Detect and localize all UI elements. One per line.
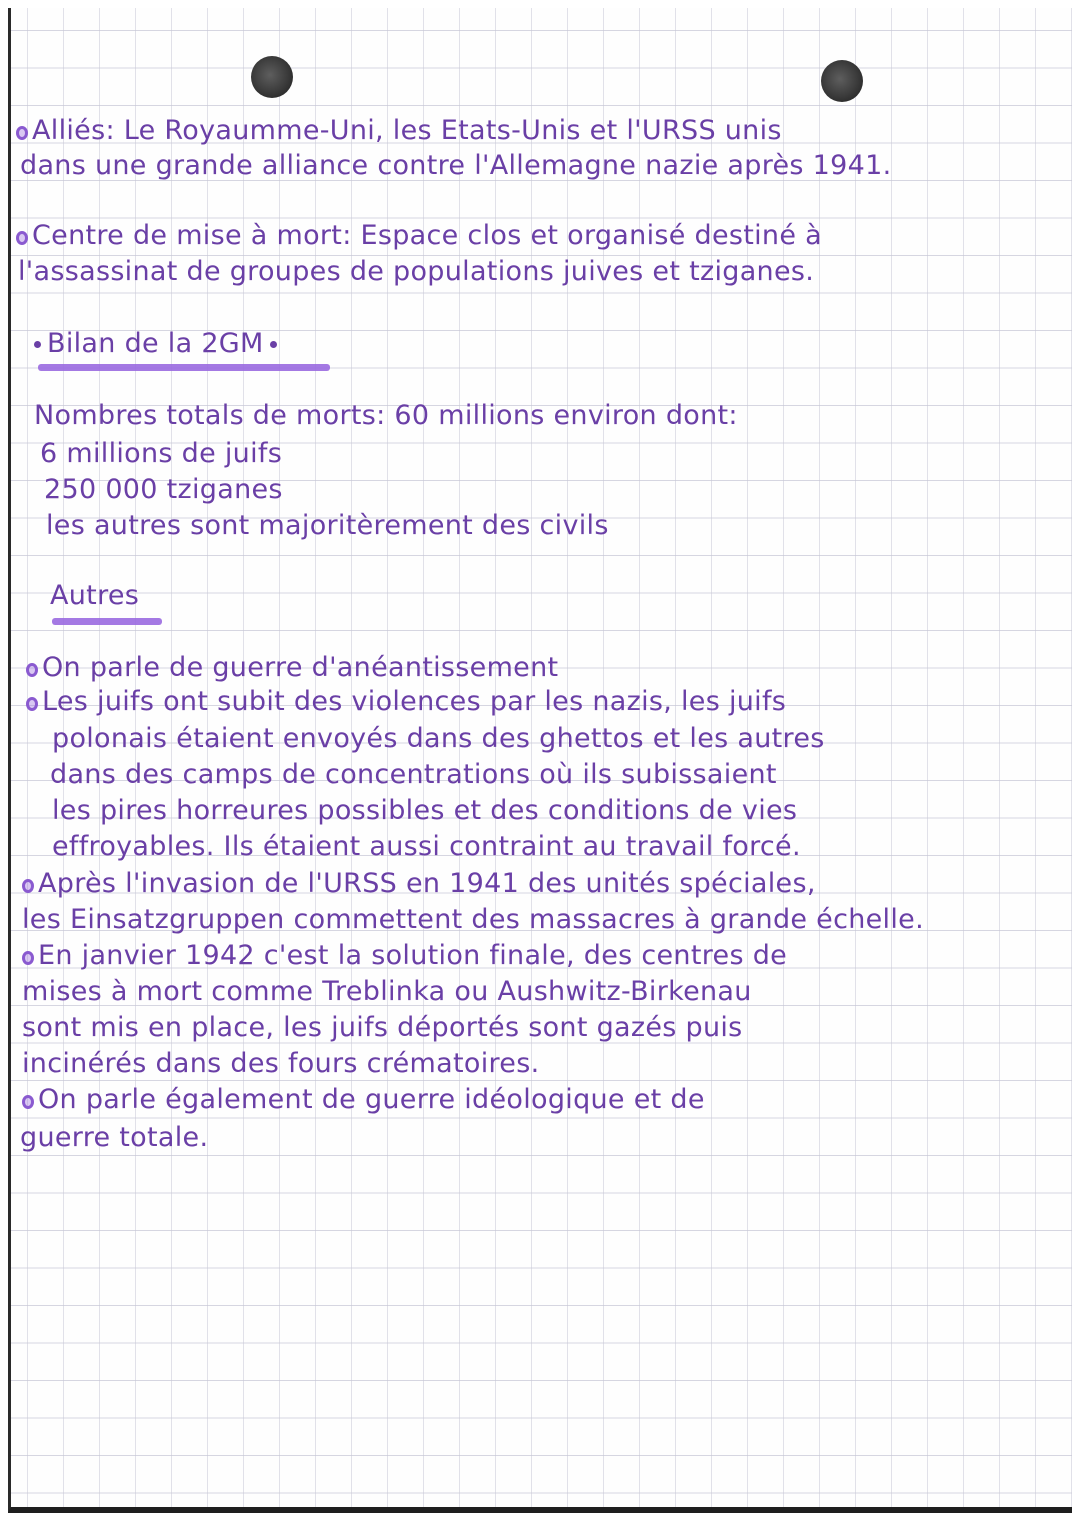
bullet-icon bbox=[22, 951, 34, 965]
autres-point-4-line: incinérés dans des fours crématoires. bbox=[22, 1048, 540, 1079]
section-heading-bilan: Bilan de la 2GM bbox=[28, 326, 283, 362]
autres-point-2-line: effroyables. Ils étaient aussi contraint au travail forcé. bbox=[52, 831, 801, 862]
autres-point-4-line: sont mis en place, les juifs déportés sont gazés puis bbox=[22, 1012, 743, 1043]
punch-hole-left bbox=[251, 56, 293, 98]
definition-term: Alliés: bbox=[32, 115, 115, 146]
bilan-line: les autres sont majoritèrement des civils bbox=[46, 510, 609, 541]
autres-point-5-line-1: On parle également de guerre idéologique et de bbox=[22, 1082, 705, 1118]
bullet-icon bbox=[16, 231, 28, 245]
bullet-icon bbox=[22, 879, 34, 893]
definition-term: Centre de mise à mort: bbox=[32, 220, 352, 251]
autres-point-2-line: polonais étaient envoyés dans des ghettos et les autres bbox=[52, 723, 825, 754]
bilan-line: 6 millions de juifs bbox=[40, 438, 283, 469]
heading-underline bbox=[38, 364, 330, 371]
definition-centre-line-2: l'assassinat de groupes de populations juives et tziganes. bbox=[18, 256, 815, 287]
bullet-icon bbox=[26, 697, 38, 711]
section-heading-autres: Autres bbox=[50, 580, 140, 611]
definition-allies-line-1 bbox=[16, 113, 782, 149]
autres-point-5-line: guerre totale. bbox=[20, 1122, 209, 1153]
dot-icon bbox=[270, 341, 277, 348]
autres-point-3-line-1: Après l'invasion de l'URSS en 1941 des unités spéciales, bbox=[22, 866, 816, 902]
bullet-icon bbox=[16, 126, 28, 140]
autres-point-2-line: dans des camps de concentrations où ils subissaient bbox=[50, 759, 777, 790]
autres-point-2-line-1: Les juifs ont subit des violences par les nazis, les juifs bbox=[26, 684, 786, 720]
heading-underline bbox=[52, 618, 162, 625]
bullet-icon bbox=[22, 1095, 34, 1109]
punch-hole-right bbox=[821, 60, 863, 102]
bilan-line: 250 000 tziganes bbox=[44, 474, 283, 505]
autres-point-4-line-1: En janvier 1942 c'est la solution finale, des centres de bbox=[22, 938, 787, 974]
autres-point-1: On parle de guerre d'anéantissement bbox=[26, 650, 558, 686]
bullet-icon bbox=[26, 663, 38, 677]
bilan-line: Nombres totals de morts: 60 millions environ dont: bbox=[34, 400, 738, 431]
autres-point-2-line: les pires horreures possibles et des conditions de vies bbox=[52, 795, 798, 826]
dot-icon bbox=[34, 341, 41, 348]
definition-allies-line-2: dans une grande alliance contre l'Allemagne nazie après 1941. bbox=[20, 150, 892, 181]
definition-centre-line-1 bbox=[16, 218, 822, 254]
definition-text: Le Royaumme-Uni, les Etats-Unis et l'URSS unis bbox=[123, 115, 782, 146]
autres-point-4-line: mises à mort comme Treblinka ou Aushwitz-Birkenau bbox=[22, 976, 752, 1007]
autres-point-3-line: les Einsatzgruppen commettent des massacres à grande échelle. bbox=[22, 904, 924, 935]
definition-text: Espace clos et organisé destiné à bbox=[360, 220, 822, 251]
